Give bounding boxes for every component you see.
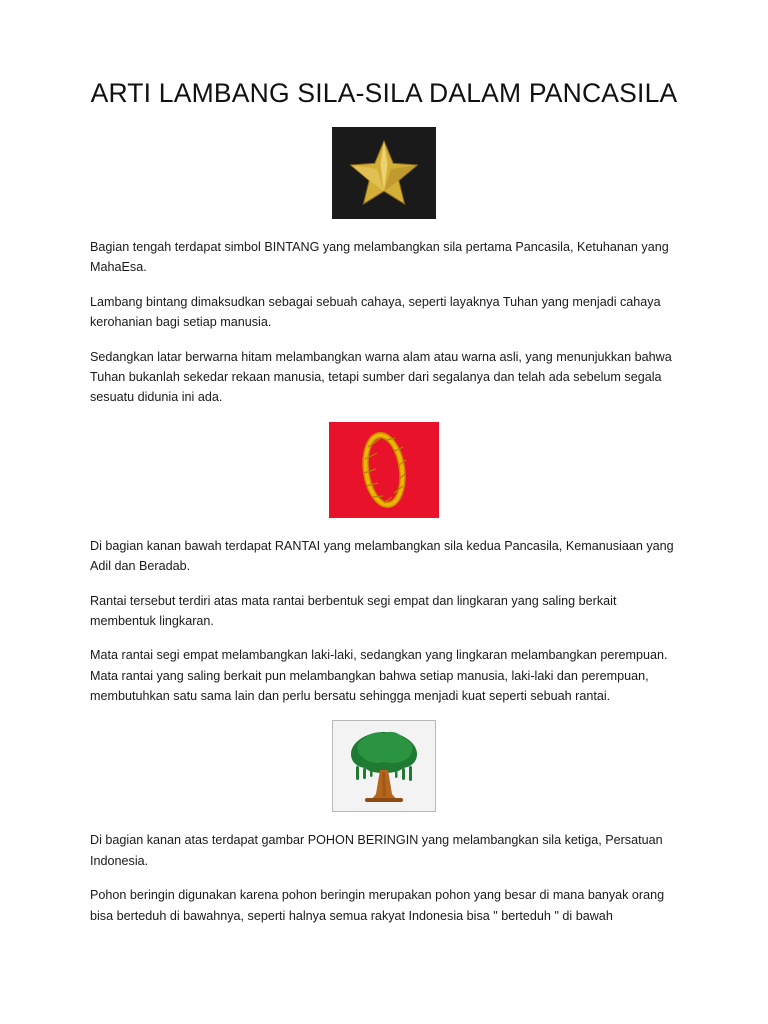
- paragraph: Di bagian kanan bawah terdapat RANTAI yang melambangkan sila kedua Pancasila, Kemanusiaan yang Adil dan Beradab.: [90, 538, 674, 574]
- figure-pohon-beringin: [90, 720, 678, 812]
- paragraph: Mata rantai segi empat melambangkan laki-laki, sedangkan yang lingkaran melambangkan perempuan. Mata rantai yang saling berkait pun melambangkan bahwa setiap manusia, laki-laki dan perempuan, membutuhkan satu sama lain dan perlu bersatu sehingga menjadi kuat seperti sebuah rantai.: [90, 648, 668, 704]
- pohon-beringin-symbol: [332, 720, 436, 812]
- chain-icon: [354, 429, 414, 511]
- paragraph: Pohon beringin digunakan karena pohon beringin merupakan pohon yang besar di mana banyak orang bisa berteduh di bawahnya, seperti halnya semua rakyat Indonesia bisa " berteduh " di bawah: [90, 888, 665, 923]
- star-icon: [348, 138, 420, 208]
- figure-bintang: [90, 127, 678, 219]
- paragraph: Sedangkan latar berwarna hitam melambangkan warna alam atau warna asli, yang menunjukkan bahwa Tuhan bukanlah sekedar rekaan manusia, tetapi sumber dari segalanya dan telah ada sebelum segala sesuatu didunia ini ada.: [90, 349, 672, 405]
- rantai-symbol: [329, 422, 439, 518]
- bintang-symbol: [332, 127, 436, 219]
- paragraph: Bagian tengah terdapat simbol BINTANG yang melambangkan sila pertama Pancasila, Ketuhanan yang MahaEsa.: [90, 240, 669, 275]
- paragraph: Di bagian kanan atas terdapat gambar POHON BERINGIN yang melambangkan sila ketiga, Persatuan Indonesia.: [90, 833, 663, 868]
- paragraph: Lambang bintang dimaksudkan sebagai sebuah cahaya, seperti layaknya Tuhan yang menjadi cahaya kerohanian bagi setiap manusia.: [90, 294, 661, 330]
- page-title: ARTI LAMBANG SILA-SILA DALAM PANCASILA: [90, 78, 678, 108]
- paragraph: Rantai tersebut terdiri atas mata rantai berbentuk segi empat dan lingkaran yang saling berkait membentuk lingkaran.: [90, 593, 617, 628]
- figure-rantai: [90, 422, 678, 518]
- banyan-tree-icon: [341, 728, 427, 804]
